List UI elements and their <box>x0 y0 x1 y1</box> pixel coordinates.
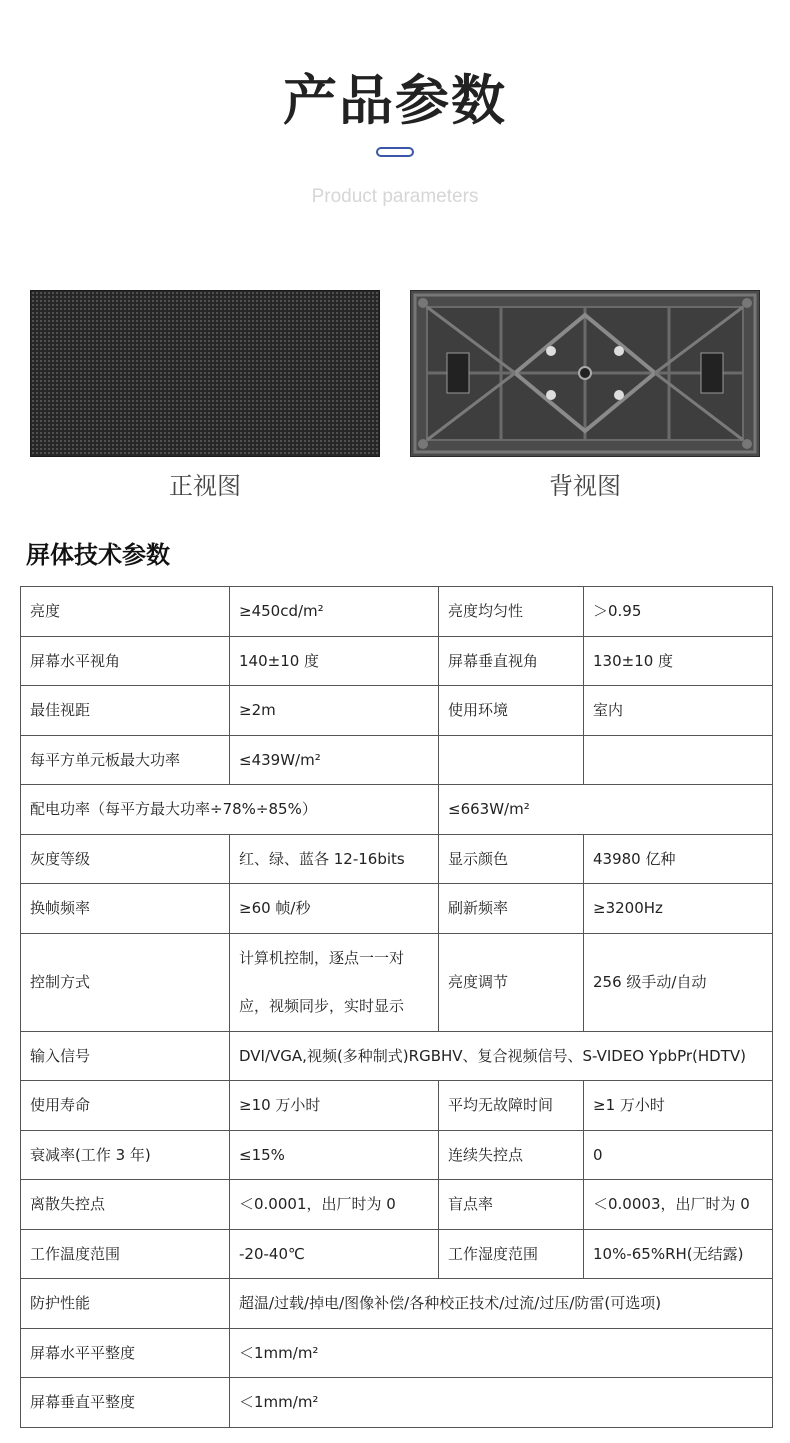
section-title: 屏体技术参数 <box>26 541 170 569</box>
spec-value: ≥60 帧/秒 <box>230 884 439 934</box>
spec-value: 256 级手动/自动 <box>584 933 773 1031</box>
table-row <box>21 1378 773 1428</box>
table-row <box>21 587 773 637</box>
spec-value: ≤663W/m² <box>439 785 773 835</box>
table-row <box>21 686 773 736</box>
table-row <box>21 785 773 835</box>
table-row <box>21 933 773 1031</box>
spec-key: 亮度调节 <box>439 933 584 1031</box>
spec-value: ＞0.95 <box>584 587 773 637</box>
spec-value: ≤439W/m² <box>230 735 439 785</box>
spec-value <box>584 735 773 785</box>
spec-value: ≥10 万小时 <box>230 1081 439 1131</box>
spec-value: ＜1mm/m² <box>230 1378 773 1428</box>
spec-key: 使用寿命 <box>21 1081 230 1131</box>
page-subtitle: Product parameters <box>311 186 479 207</box>
front-view-caption: 正视图 <box>169 472 241 500</box>
table-row <box>21 1031 773 1081</box>
spec-value-line: 计算机控制，逐点一一对 <box>239 949 405 967</box>
spec-value: ＜0.0003，出厂时为 0 <box>584 1180 773 1230</box>
spec-value: 室内 <box>584 686 773 736</box>
spec-key: 屏幕垂直视角 <box>439 636 584 686</box>
spec-key: 平均无故障时间 <box>439 1081 584 1131</box>
spec-key: 最佳视距 <box>21 686 230 736</box>
front-view-image <box>30 290 380 457</box>
spec-key: 灰度等级 <box>21 834 230 884</box>
spec-table <box>20 586 773 1428</box>
spec-value <box>230 933 439 1031</box>
table-row <box>21 1328 773 1378</box>
spec-key: 使用环境 <box>439 686 584 736</box>
back-panel-structure-icon <box>411 291 759 456</box>
spec-key: 显示颜色 <box>439 834 584 884</box>
spec-value: ≤15% <box>230 1130 439 1180</box>
table-row <box>21 636 773 686</box>
spec-value: ≥2m <box>230 686 439 736</box>
table-row <box>21 1130 773 1180</box>
spec-value: ≥450cd/m² <box>230 587 439 637</box>
spec-key: 换帧频率 <box>21 884 230 934</box>
table-row <box>21 735 773 785</box>
spec-value: 超温/过载/掉电/图像补偿/各种校正技术/过流/过压/防雷(可选项) <box>230 1279 773 1329</box>
title-underline-decoration <box>376 147 414 157</box>
spec-value: ＜1mm/m² <box>230 1328 773 1378</box>
table-row <box>21 1081 773 1131</box>
spec-key: 亮度 <box>21 587 230 637</box>
spec-key: 屏幕垂直平整度 <box>21 1378 230 1428</box>
spec-value: 10%-65%RH(无结露) <box>584 1229 773 1279</box>
spec-key: 每平方单元板最大功率 <box>21 735 230 785</box>
table-row <box>21 1180 773 1230</box>
spec-key: 配电功率（每平方最大功率÷78%÷85%） <box>21 785 439 835</box>
spec-key: 输入信号 <box>21 1031 230 1081</box>
spec-value: ＜0.0001，出厂时为 0 <box>230 1180 439 1230</box>
spec-key: 屏幕水平视角 <box>21 636 230 686</box>
spec-value: 0 <box>584 1130 773 1180</box>
table-row <box>21 884 773 934</box>
table-row <box>21 1279 773 1329</box>
spec-value: DVI/VGA,视频(多种制式)RGBHV、复合视频信号、S-VIDEO YpbPr(HDTV) <box>230 1031 773 1081</box>
spec-key: 工作湿度范围 <box>439 1229 584 1279</box>
spec-key: 衰减率(工作 3 年) <box>21 1130 230 1180</box>
spec-key: 防护性能 <box>21 1279 230 1329</box>
spec-key <box>439 735 584 785</box>
spec-key: 屏幕水平平整度 <box>21 1328 230 1378</box>
spec-key: 工作温度范围 <box>21 1229 230 1279</box>
spec-value: 43980 亿种 <box>584 834 773 884</box>
table-row <box>21 834 773 884</box>
back-view-image <box>410 290 760 457</box>
spec-key: 盲点率 <box>439 1180 584 1230</box>
spec-key: 离散失控点 <box>21 1180 230 1230</box>
spec-value: 红、绿、蓝各 12-16bits <box>230 834 439 884</box>
spec-key: 亮度均匀性 <box>439 587 584 637</box>
page-title: 产品参数 <box>283 69 507 132</box>
spec-key: 控制方式 <box>21 933 230 1031</box>
spec-key: 连续失控点 <box>439 1130 584 1180</box>
spec-value: ≥1 万小时 <box>584 1081 773 1131</box>
back-view-caption: 背视图 <box>549 472 621 500</box>
spec-key: 刷新频率 <box>439 884 584 934</box>
spec-value-line: 应，视频同步，实时显示 <box>239 997 405 1015</box>
spec-value: 140±10 度 <box>230 636 439 686</box>
table-row <box>21 1229 773 1279</box>
spec-value: ≥3200Hz <box>584 884 773 934</box>
spec-value: 130±10 度 <box>584 636 773 686</box>
spec-value: -20-40℃ <box>230 1229 439 1279</box>
